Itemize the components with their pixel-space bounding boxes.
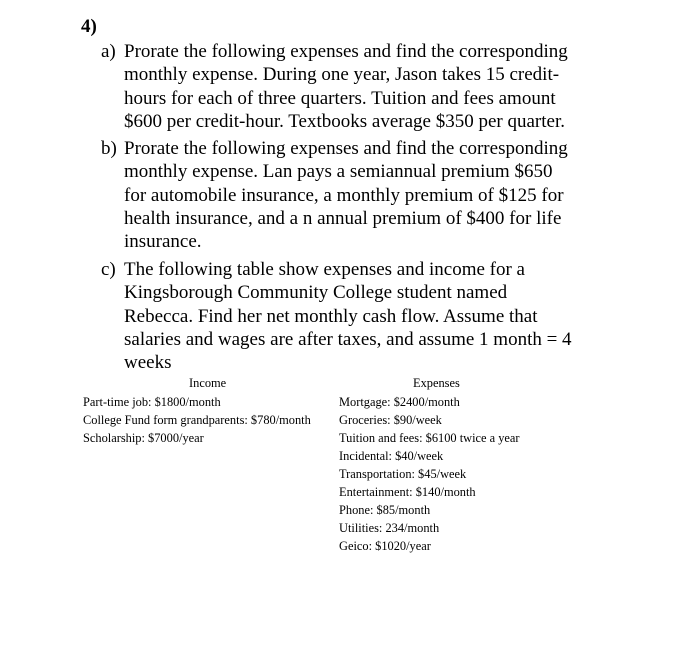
expenses-list [339,393,520,555]
part-a-label: a) [101,41,116,62]
expense-item: Entertainment: $140/month [339,485,476,499]
expense-item: Incidental: $40/week [339,449,444,463]
part-c [101,258,621,374]
part-a [101,40,621,133]
part-c-line: salaries and wages are after taxes, and assume 1 month = 4 [124,328,572,350]
part-b-line: health insurance, and a n annual premium of $400 for life [124,207,562,229]
part-c-label: c) [101,259,116,280]
income-header: Income [189,376,227,390]
part-a-line: $600 per credit-hour. Textbooks average $350 per quarter. [124,110,565,132]
question-number: 4) [81,16,97,37]
expenses-header: Expenses [413,376,460,390]
part-a-line: Prorate the following expenses and find the corresponding [124,41,568,62]
income-item: Part-time job: $1800/month [83,395,221,409]
part-b-line: Prorate the following expenses and find the corresponding [124,138,568,159]
part-c-line: weeks [124,352,172,374]
expense-item: Phone: $85/month [339,503,431,517]
part-a-line: hours for each of three quarters. Tuition and fees amount [124,87,556,109]
income-item: Scholarship: $7000/year [83,431,204,445]
expense-item: Transportation: $45/week [339,467,467,481]
part-b-label: b) [101,138,117,159]
part-c-line: Kingsborough Community College student named [124,282,508,304]
part-b [101,137,621,253]
part-c-line: Rebecca. Find her net monthly cash flow. Assume that [124,305,538,327]
part-b-line: for automobile insurance, a monthly premium of $125 for [124,184,564,206]
income-item: College Fund form grandparents: $780/month [83,413,311,427]
income-list [83,393,311,447]
part-a-line: monthly expense. During one year, Jason takes 15 credit- [124,64,560,86]
expense-item: Utilities: 234/month [339,521,440,535]
expense-item: Geico: $1020/year [339,539,431,553]
expense-item: Mortgage: $2400/month [339,395,460,409]
part-b-line: monthly expense. Lan pays a semiannual premium $650 [124,161,553,183]
part-b-line: insurance. [124,231,202,253]
part-c-line: The following table show expenses and income for a [124,259,525,280]
expense-item: Groceries: $90/week [339,413,442,427]
expense-item: Tuition and fees: $6100 twice a year [339,431,520,445]
